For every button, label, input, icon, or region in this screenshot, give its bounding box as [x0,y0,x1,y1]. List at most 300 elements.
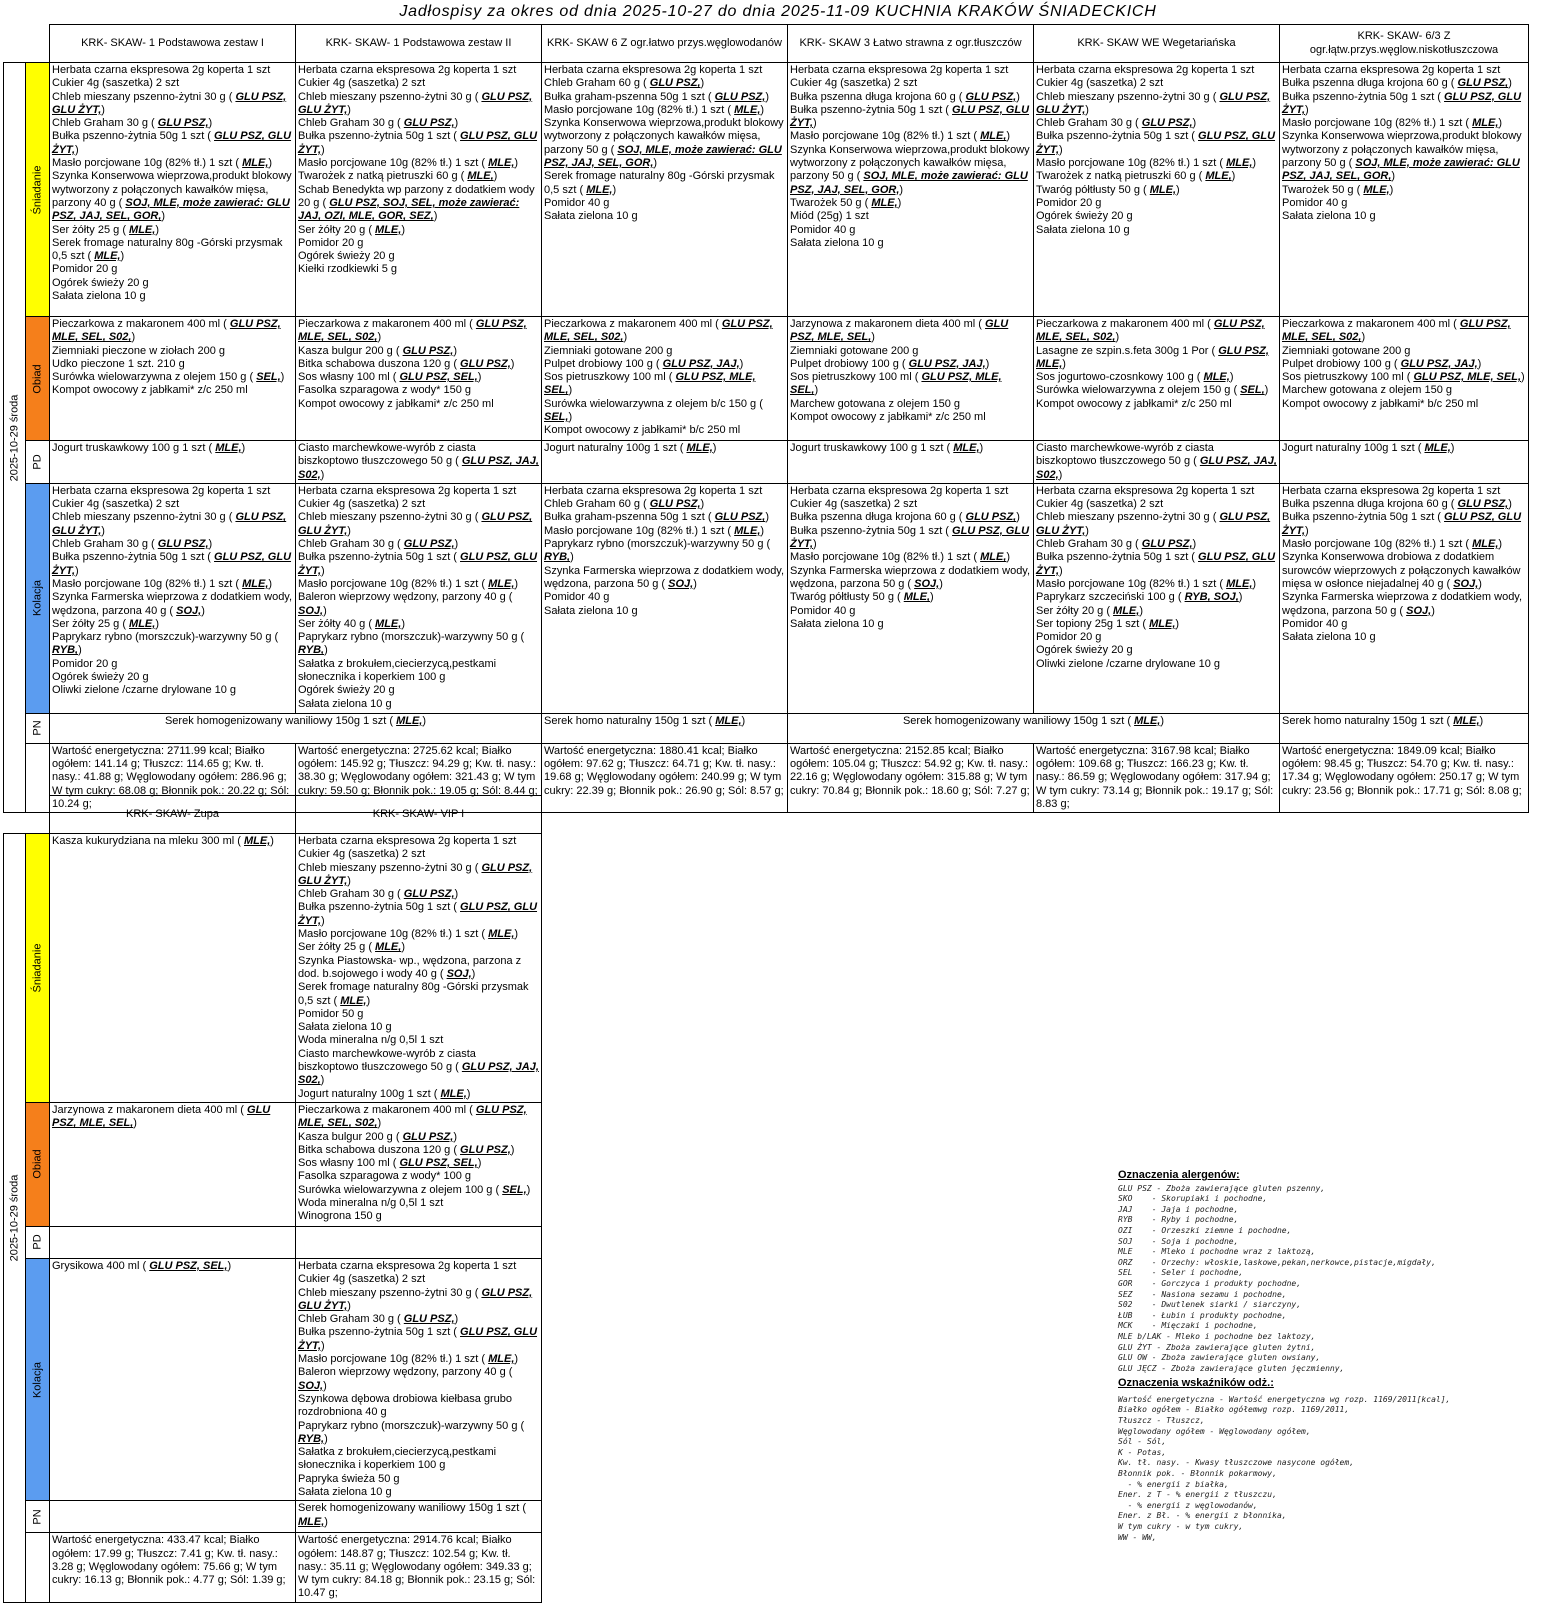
menu-item-text: Herbata czarna ekspresowa 2g koperta 1 szt [790,484,1009,497]
menu-item-text: Bułka pszenno-żytnia 50g 1 szt ( [298,1326,461,1339]
menu-item-text: Pieczarkowa z makaronem 400 ml ( [52,318,230,330]
allergen-close: ) [131,331,136,344]
allergen-close: ) [1478,577,1482,590]
menu-item [544,91,785,104]
menu-item-text: Chleb mieszany pszenno-żytni 30 g ( [298,861,482,874]
allergen-close: ) [477,1157,482,1170]
allergen-codes: MLE, [488,928,515,941]
menu-item [298,384,539,397]
menu-item-text: Jogurt naturalny 100g 1 szt ( [1282,442,1425,454]
allergen-codes: MLE, [1205,170,1232,183]
indicator-entry: Ener. z Bł. - % energii z błonnika, [1118,1511,1287,1521]
allergen-close: ) [1498,538,1503,551]
allergen-codes: MLE, [488,1353,515,1366]
menu-item [790,398,1031,411]
allergen-close: ) [321,1339,325,1352]
allergen-close: ) [939,577,943,590]
menu-item-text: Ogórek świeży 20 g [52,276,149,289]
menu-item [1036,64,1277,77]
allergen-entry: MLE b/LAK - Mleko i pochodne bez laktozy, [1118,1331,1316,1341]
menu-item-text: Kompot owocowy z jabłkami* z/c 250 ml [790,411,986,424]
meal-label-sniadanie [26,63,50,317]
menu-item [1036,170,1277,183]
menu-cell [296,441,542,484]
menu-cell [788,483,1034,713]
menu-item [298,1104,539,1131]
menu-item [298,64,539,77]
allergen-codes: MLE, [586,183,613,196]
menu-item [52,1104,293,1131]
menu-item [298,77,539,90]
nutrition-summary: Wartość energetyczna: 1880.41 kcal; Białko ogółem: 97.62 g; Tłuszcz: 64.71 g; Kw. tł. nasy.: 19.68 g; Węglowodany ogółem: 240.99 g; W tym cukry: 22.39 g; Błonnik pok.: 26.90 g; Sól: 8.57 g; [542,743,788,812]
diet-column-header: KRK- SKAW- Zupa [50,796,296,834]
menu-item-text: Sos własny 100 ml ( [298,371,400,384]
allergen-close: ) [700,77,705,90]
allergen-entry: GOR - Gorczyca i produkty pochodne, [1118,1278,1302,1288]
allergen-entry: GLU JĘCZ - Zboża zawierające gluten jęczmienny, [1118,1363,1345,1373]
menu-item [298,170,539,183]
allergen-close: ) [1192,117,1197,130]
allergen-close: ) [347,524,351,537]
menu-item [544,424,785,437]
menu-item-text: Chleb Graham 30 g ( [1036,538,1142,551]
menu-item [52,117,293,130]
menu-item [52,170,293,223]
allergen-codes: GLU PSZ, GLU ŻYT, [298,130,538,156]
menu-item [298,224,539,237]
menu-item [790,224,1031,237]
menu-item-text: Ser żółty 25 g ( [52,223,130,236]
menu-item [52,237,293,264]
allergen-close: ) [1431,604,1435,617]
menu-cell [50,63,296,317]
menu-item-text: Grysikowa 400 ml ( [52,1259,150,1272]
meal-name: Śniadanie [30,165,43,214]
allergen-close: ) [1305,524,1309,537]
menu-item-text: Chleb mieszany pszenno-żytni 30 g ( [298,1286,482,1299]
menu-cell [1280,63,1529,317]
menu-item [298,1170,539,1183]
menu-item-text: Sos jogurtowo-czosnkowy 100 g ( [1036,371,1204,384]
menu-item [298,862,539,889]
menu-item [298,698,539,711]
menu-item [544,117,785,170]
menu-item [1036,91,1277,118]
menu-item [298,371,539,384]
allergen-codes: GLU PSZ, [714,511,766,524]
allergen-codes: GLU PSZ, GLU ŻYT, [298,1326,538,1352]
allergen-close: ) [568,384,573,397]
menu-item [52,290,293,303]
menu-item [1036,398,1277,411]
allergen-codes: MLE, [1226,577,1253,590]
allergen-close: ) [101,103,105,116]
allergen-close: ) [1006,551,1011,564]
menu-item [790,565,1031,592]
menu-item-text: Fasolka szparagowa z wody* 100 g [298,1170,472,1183]
allergen-codes: GLU PSZ, JAJ, S02, [298,1061,539,1087]
allergen-close: ) [1477,357,1482,370]
allergen-close: ) [1479,714,1484,727]
menu-item-text: Masło porcjowane 10g (82% tł.) 1 szt ( [544,524,735,537]
allergen-close: ) [700,498,705,511]
allergen-codes: GLU PSZ, [1141,538,1193,551]
allergen-codes: GLU PSZ, MLE, SEL, [544,371,756,397]
menu-item-text: Twaróg półtłusty 50 g ( [790,591,904,604]
allergen-codes: GLU PSZ, SEL, [149,1259,228,1272]
menu-item-text: Kompot owocowy z jabłkami* z/c 250 ml [52,384,248,397]
allergen-codes: SOJ, [298,1379,324,1392]
menu-item [1036,184,1277,197]
allergen-codes: GLU PSZ, MLE, SEL, S02, [52,318,281,344]
menu-item-text: Masło porcjowane 10g (82% tł.) 1 szt ( [52,577,243,590]
diet-column-header: KRK- SKAW WE Wegetariańska [1034,25,1280,63]
menu-item-text: Ciasto marchewkowe-wyrób z ciasta biszkoptowo tłuszczowego 50 g ( [1036,442,1214,468]
menu-item-text: Baleron wieprzowy wędzony, parzony 40 g ( [298,591,513,604]
allergen-codes: SEL, [256,371,281,384]
menu-item-text: Sos pietruszkowy 100 ml ( [1282,371,1414,384]
allergen-codes: MLE, [1472,538,1499,551]
menu-item-text: Sałata zielona 10 g [1036,223,1130,236]
allergen-close: ) [1160,714,1165,727]
allergen-codes: MLE, [903,591,931,604]
menu-item [790,130,1031,143]
allergen-codes: GLU PSZ, [460,1143,511,1156]
menu-cell [1280,317,1529,441]
menu-item-text: Ciasto marchewkowe-wyrób z ciasta biszkoptowo tłuszczowego 50 g ( [298,442,476,468]
menu-item [298,1008,539,1021]
allergen-entry: GLU OW - Zboża zawierające gluten owsiany, [1118,1353,1321,1363]
menu-item [298,928,539,941]
menu-item-text: Bułka pszenno-żytnia 50g 1 szt ( [298,551,461,564]
allergen-close: ) [323,1379,327,1392]
menu-item [298,888,539,901]
allergen-codes: GLU PSZ, GLU ŻYT, [298,90,533,116]
allergen-close: ) [813,117,817,130]
menu-item [1282,77,1526,90]
menu-item-text: Ser żółty 20 g ( [1036,604,1114,617]
menu-item-text: Masło porcjowane 10g (82% tł.) 1 szt ( [1282,538,1473,551]
menu-item [298,1273,539,1286]
menu-cell [50,1226,296,1258]
menu-item [1036,77,1277,90]
allergen-close: ) [208,117,213,130]
menu-item [298,1034,539,1047]
allergen-codes: GLU PSZ, JAJ, S02, [298,455,539,481]
allergen-entry: SEL - Seler i pochodne, [1118,1268,1244,1278]
allergen-codes: GLU PSZ, MLE, SEL, [790,371,1002,397]
allergen-close: ) [324,1432,328,1445]
menu-item-text: Kasza bulgur 200 g ( [298,344,403,357]
menu-cell [1034,317,1280,441]
allergen-close: ) [510,357,515,370]
menu-item [790,91,1031,104]
menu-item [1282,318,1526,345]
menu-item-text: Ser żółty 25 g ( [298,941,376,954]
menu-item [298,1486,539,1499]
allergen-codes: GLU PSZ, JAJ, [908,357,986,370]
meal-label-sniadanie [26,834,50,1103]
menu-cell [788,317,1034,441]
menu-item-text: Ogórek świeży 20 g [298,250,395,263]
menu-item [298,1157,539,1170]
indicator-entry: WW - WW, [1118,1532,1157,1542]
indicator-entry: Wartość energetyczna - Wartość energetyczna wg rozp. 1169/2011[kcal], [1118,1394,1451,1404]
allergen-codes: MLE, [686,442,713,454]
menu-item-text: Pomidor 40 g [1282,617,1348,630]
allergen-close: ) [612,183,617,196]
allergen-close: ) [623,331,628,344]
diet-column-header: KRK- SKAW- 1 Podstawowa zestaw II [296,25,542,63]
menu-item-text: Sałata zielona 10 g [790,617,884,630]
menu-item [298,551,539,578]
menu-item-text: Chleb Graham 30 g ( [298,117,404,130]
menu-item-text: Kompot owocowy z jabłkami* z/c 250 ml [1036,397,1232,410]
menu-item [52,384,293,397]
menu-item [790,104,1031,131]
menu-item [544,371,785,398]
menu-item [1282,442,1526,455]
meal-label-pd [26,441,50,484]
menu-item [298,684,539,697]
allergen-close: ) [514,1353,519,1366]
allergen-codes: GLU PSZ, JAJ, [1400,357,1478,370]
menu-item-text: Szynka Farmerska wieprzowa z dodatkiem wody, wędzona, parzona 40 g ( [52,591,293,617]
allergen-codes: GLU PSZ, [965,90,1017,103]
allergen-codes: SOJ, [1453,577,1479,590]
menu-item [52,591,293,618]
menu-cell-pn [1280,713,1529,743]
allergen-close: ) [1062,357,1066,370]
allergen-codes: GLU PSZ, [403,888,455,901]
menu-item-text: Masło porcjowane 10g (82% tł.) 1 szt ( [298,928,489,941]
allergen-close: ) [401,941,405,954]
allergen-codes: GLU PSZ, [1141,117,1193,130]
allergen-codes: GLU PSZ, [403,117,455,130]
menu-item [1282,371,1526,384]
menu-item [52,263,293,276]
menu-item [1036,318,1277,345]
menu-item-text: Baleron wieprzowy wędzony, parzony 40 g ( [298,1366,513,1379]
allergen-close: ) [321,564,325,577]
menu-item [52,511,293,538]
nutrition-summary: Wartość energetyczna: 433.47 kcal; Białko ogółem: 17.99 g; Tłuszcz: 7.41 g; Kw. tł. nasy.: 3.28 g; Węglowodany ogółem: 75.66 g; W tym cukry: 16.13 g; Błonnik pok.: 4.77 g; Sól: 1.39 g; [50,1533,296,1602]
menu-item-text: Ogórek świeży 20 g [1036,210,1133,223]
menu-item [544,565,785,592]
allergen-codes: MLE, [953,442,980,454]
indicator-entry: Węglowodany ogółem - Węglowodany ogółem, [1118,1426,1311,1436]
date-text: 2025-10-29 środa [7,394,20,482]
menu-item [298,442,539,482]
allergen-entry: RYB - Ryby i pochodne, [1118,1215,1239,1225]
menu-item-text: Pomidor 40 g [790,604,856,617]
menu-item-text: Sałata zielona 10 g [298,1021,392,1034]
allergen-codes: GLU PSZ, MLE, SEL, S02, [1282,318,1511,344]
menu-item-text: Sos własny 100 ml ( [298,1157,400,1170]
menu-item-text: Twarożek 50 g ( [1282,183,1364,196]
menu-item-text: Herbata czarna ekspresowa 2g koperta 1 szt [1036,484,1255,497]
meal-name: Obiad [30,363,43,394]
menu-item-text: Serek homogenizowany waniliowy 150g 1 szt ( [902,714,1135,727]
menu-item [544,498,785,511]
allergen-codes: GLU PSZ, MLE, SEL, [790,318,1009,344]
allergen-close: ) [477,371,482,384]
menu-item-text: Serek fromage naturalny 80g -Górski przysmak 0,5 szt ( [544,170,775,196]
menu-item-text: Pomidor 50 g [298,1007,364,1020]
menu-item [790,358,1031,371]
menu-item [298,358,539,371]
menu-item [1036,442,1277,482]
allergen-close: ) [1016,90,1020,103]
menu-item [298,658,539,685]
menu-item-text: Jogurt naturalny 100g 1 szt ( [544,442,687,454]
menu-item [544,511,785,524]
menu-item [52,684,293,697]
allergen-codes: GLU PSZ, GLU ŻYT, [1282,511,1522,537]
menu-item-text: Chleb mieszany pszenno-żytni 30 g ( [1036,511,1220,524]
allergen-close: ) [979,442,984,454]
allergen-codes: GLU PSZ, MLE, SEL, [1413,371,1521,384]
menu-item-text: Cukier 4g (saszetka) 2 szt [298,1273,426,1286]
menu-item-text: Ziemniaki gotowane 200 g [790,344,919,357]
menu-item [52,371,293,384]
allergen-close: ) [454,538,459,551]
meal-name: PN [30,1509,43,1525]
allergen-close: ) [712,442,717,454]
diet-column-header: KRK- SKAW- 1 Podstawowa zestaw I [50,25,296,63]
allergen-close: ) [1059,564,1063,577]
allergen-close: ) [377,331,382,344]
allergen-close: ) [570,551,574,564]
allergen-close: ) [401,617,405,630]
allergen-entry: ŁUB - Łubin i produkty pochodne, [1118,1310,1287,1320]
menu-item-text: Herbata czarna ekspresowa 2g koperta 1 szt [298,1259,517,1272]
menu-item-text: Jogurt naturalny 100g 1 szt ( [298,1087,441,1100]
allergen-codes: SEL, [544,411,569,424]
menu-item-text: Chleb Graham 60 g ( [544,498,650,511]
menu-item-text: Sałata zielona 10 g [1282,210,1376,223]
allergen-codes: GLU PSZ, MLE, SEL, S02, [298,1103,527,1130]
allergen-codes: MLE, [488,577,515,590]
date-label [4,834,26,1603]
page-title: Jadłospisy za okres od dnia 2025-10-27 do dnia 2025-11-09 KUCHNIA KRAKÓW ŚNIADECKICH [399,3,1157,20]
menu-item [298,237,539,250]
menu-item-text: Woda mineralna n/g 0,5l 1 szt [298,1197,444,1210]
menu-item [790,210,1031,223]
allergen-codes: SOJ, MLE, może zawierać: GLU PSZ, JAJ, SEL, GOR, [1282,157,1520,183]
allergen-codes: GLU PSZ, [649,498,701,511]
menu-item-text: Paprykarz rybno (morszczuk)-warzywny 50 g ( [52,631,279,644]
menu-item-text: Marchew gotowana z olejem 150 g [790,397,960,410]
menu-item [790,551,1031,564]
menu-item [298,1021,539,1034]
menu-item [790,715,1277,728]
allergen-close: ) [1264,384,1269,397]
menu-item-text: Bułka graham-pszenna 50g 1 szt ( [544,511,715,524]
menu-item-text: Woda mineralna n/g 0,5l 1 szt [298,1034,444,1047]
allergen-codes: MLE, [1472,117,1499,130]
menu-item-text: Pulpet drobiowy 100 g ( [1282,357,1401,370]
allergen-close: ) [568,411,573,424]
menu-item [298,250,539,263]
menu-item [1282,64,1526,77]
allergen-close: ) [347,103,351,116]
menu-cell [1034,483,1280,713]
menu-cell [788,63,1034,317]
menu-item-text: Pieczarkowa z makaronem 400 ml ( [1036,318,1214,330]
menu-item [1036,618,1277,631]
menu-item-text: Cukier 4g (saszetka) 2 szt [52,77,180,90]
menu-item [1036,157,1277,170]
menu-item-text: Sałata zielona 10 g [52,290,146,303]
menu-item-text: Masło porcjowane 10g (82% tł.) 1 szt ( [298,577,489,590]
diet-column-header: KRK- SKAW- 6/3 Z ogr.łątw.przys.węglow.niskotłuszczowa [1280,25,1529,63]
menu-item [1036,631,1277,644]
menu-item-text: Kompot owocowy z jabłkami* b/c 250 ml [1282,397,1479,410]
menu-item [1282,511,1526,538]
indicator-list [1118,1395,1548,1543]
allergen-close: ) [321,914,325,927]
menu-item [1036,224,1277,237]
menu-item [1036,197,1277,210]
menu-item-text: Cukier 4g (saszetka) 2 szt [790,498,918,511]
allergen-codes: GLU PSZ, [965,511,1017,524]
menu-item [1282,358,1526,371]
allergen-codes: GLU PSZ, MLE, SEL, S02, [1036,318,1265,344]
menu-item [544,398,785,425]
allergen-close: ) [320,468,325,481]
menu-cell [1280,483,1529,713]
menu-item-text: Masło porcjowane 10g (82% tł.) 1 szt ( [52,157,243,170]
menu-item-text: Bułka pszenna długa krojona 60 g ( [1282,498,1458,511]
allergen-close: ) [813,538,817,551]
allergen-close: ) [324,644,328,657]
allergen-close: ) [120,250,125,263]
allergen-close: ) [1508,498,1512,511]
allergen-codes: MLE, [734,103,761,116]
menu-item-text: Serek homo naturalny 150g 1 szt ( [544,714,716,727]
allergen-codes: MLE, [871,196,898,209]
menu-item-text: Twaróg półtłusty 50 g ( [1036,183,1150,196]
menu-item-text: Bułka pszenno-żytnia 50g 1 szt ( [52,130,215,143]
allergen-close: ) [1139,604,1143,617]
menu-item [52,64,293,77]
menu-item-text: Chleb Graham 30 g ( [52,538,158,551]
menu-item [1282,345,1526,358]
allergen-codes: GLU PSZ, MLE, SEL, S02, [298,318,527,344]
menu-item [52,538,293,551]
menu-cell [296,1226,542,1258]
menu-item-text: Twarożek z natką pietruszki 60 g ( [1036,170,1206,183]
menu-item-text: Marchew gotowana z olejem 150 g [1282,384,1452,397]
menu-item-text: Jogurt truskawkowy 100 g 1 szt ( [790,442,954,454]
menu-item [298,1131,539,1144]
indicator-entry: K - Potas, [1118,1447,1167,1457]
meal-name: Kolacja [30,580,43,617]
menu-item-text: Herbata czarna ekspresowa 2g koperta 1 szt [544,484,763,497]
allergen-codes: MLE, [242,577,269,590]
menu-item [1036,371,1277,384]
menu-cell [296,63,542,317]
menu-cell [296,317,542,441]
meal-name: PD [30,454,43,470]
menu-item [1282,384,1526,397]
menu-item-text: Pomidor 20 g [52,657,118,670]
menu-cell [1034,441,1280,484]
allergen-close: ) [75,564,79,577]
menu-item-text: Bitka schabowa duszona 120 g ( [298,1143,461,1156]
allergen-close: ) [323,604,327,617]
